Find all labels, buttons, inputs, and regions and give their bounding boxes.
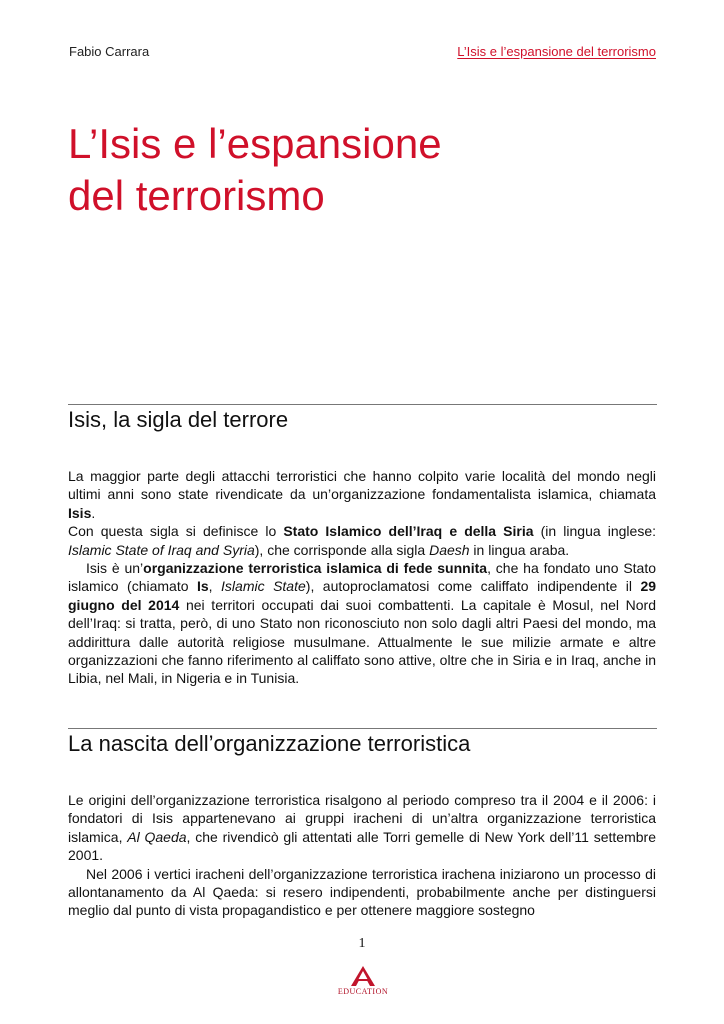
text-run: Nel 2006 i vertici iracheni dell’organizzazione terroristica irachena iniziarono un processo di allontanamento da Al Qaeda: si resero indipendenti, probabilmente anche per distinguersi meglio dal punto di vista propagandistico e per ottenere maggiore sostegno (68, 865, 656, 919)
text-run: Le origini dell’organizzazione terroristica risalgono al periodo compreso tra il 2004 e il 2006: i fondatori di Isis appartenevano ai gruppi iracheni di un’altra organizzazione terroristica islamica, (68, 792, 656, 845)
logo-text: EDUCATION (337, 987, 389, 996)
text-run: , (208, 578, 222, 595)
text-run: La maggior parte degli attacchi terroristici che hanno colpito varie località del mondo negli ultimi anni sono state rivendicate da un’organizzazione fondamentalista islamica, chiamata (68, 468, 656, 503)
paragraph (68, 559, 656, 688)
document-title-line-2: del terrorismo (68, 172, 325, 219)
text-run: ), che corrisponde alla sigla (254, 541, 430, 558)
section-divider (68, 404, 657, 405)
publisher-logo (325, 966, 401, 996)
bold-text: Stato Islamico dell’Iraq e della Siria (283, 523, 534, 540)
text-run: , che rivendicò gli attentati alle Torri gemelle di New York dell’11 settembre 2001. (68, 828, 656, 864)
bold-text: Is (196, 578, 209, 595)
text-run: ), autoproclamatosi come califfato indipendente il (305, 578, 641, 595)
italic-text: Al Qaeda (127, 828, 187, 845)
italic-text: Daesh (429, 541, 470, 558)
section-body-isis (68, 467, 656, 688)
text-run: in lingua araba. (469, 541, 570, 558)
page-number: 1 (358, 936, 366, 951)
text-run: . (91, 504, 96, 521)
publisher-a-mark-icon (349, 966, 377, 986)
text-run: Con questa sigla si definisce lo (68, 523, 284, 540)
italic-text: Islamic State (221, 578, 306, 595)
document-title-line-1: L’Isis e l’espansione (68, 120, 442, 167)
bold-text: 29 giugno del 2014 (68, 578, 657, 613)
text-run: (in lingua inglese: (533, 523, 657, 540)
section-heading-origins: La nascita dell’organizzazione terroristica (68, 731, 471, 756)
text-run: Isis è un’ (86, 560, 144, 577)
bold-text: organizzazione terroristica islamica di fede sunnita (143, 560, 488, 577)
paragraph (68, 467, 656, 522)
header-running-title-link[interactable]: L’Isis e l’espansione del terrorismo (457, 44, 656, 59)
document-title (68, 118, 668, 222)
section-body-origins (68, 791, 656, 920)
section-heading-isis: Isis, la sigla del terrore (68, 407, 289, 432)
paragraph (68, 522, 656, 559)
section-divider (68, 728, 657, 729)
paragraph (68, 791, 656, 865)
italic-text: Islamic State of Iraq and Syria (68, 541, 255, 558)
text-run: nei territori occupati dai suoi combattenti. La capitale è Mosul, nel Nord dell’Iraq: si tratta, però, di uno Stato non riconosciuto non solo dagli altri Paesi del mondo, ma addirittura dalle autorità religiose musulmane. Attualmente le sue milizie armate e altre organizzazioni che fanno riferimento al califfato sono attive, oltre che in Siria e in Iraq, anche in Libia, nel Mali, in Nigeria e in Tunisia. (68, 596, 656, 687)
paragraph (68, 865, 656, 920)
header-author: Fabio Carrara (69, 44, 150, 59)
bold-text: Isis (68, 504, 92, 521)
text-run: , che ha fondato uno Stato islamico (chiamato (68, 560, 657, 595)
